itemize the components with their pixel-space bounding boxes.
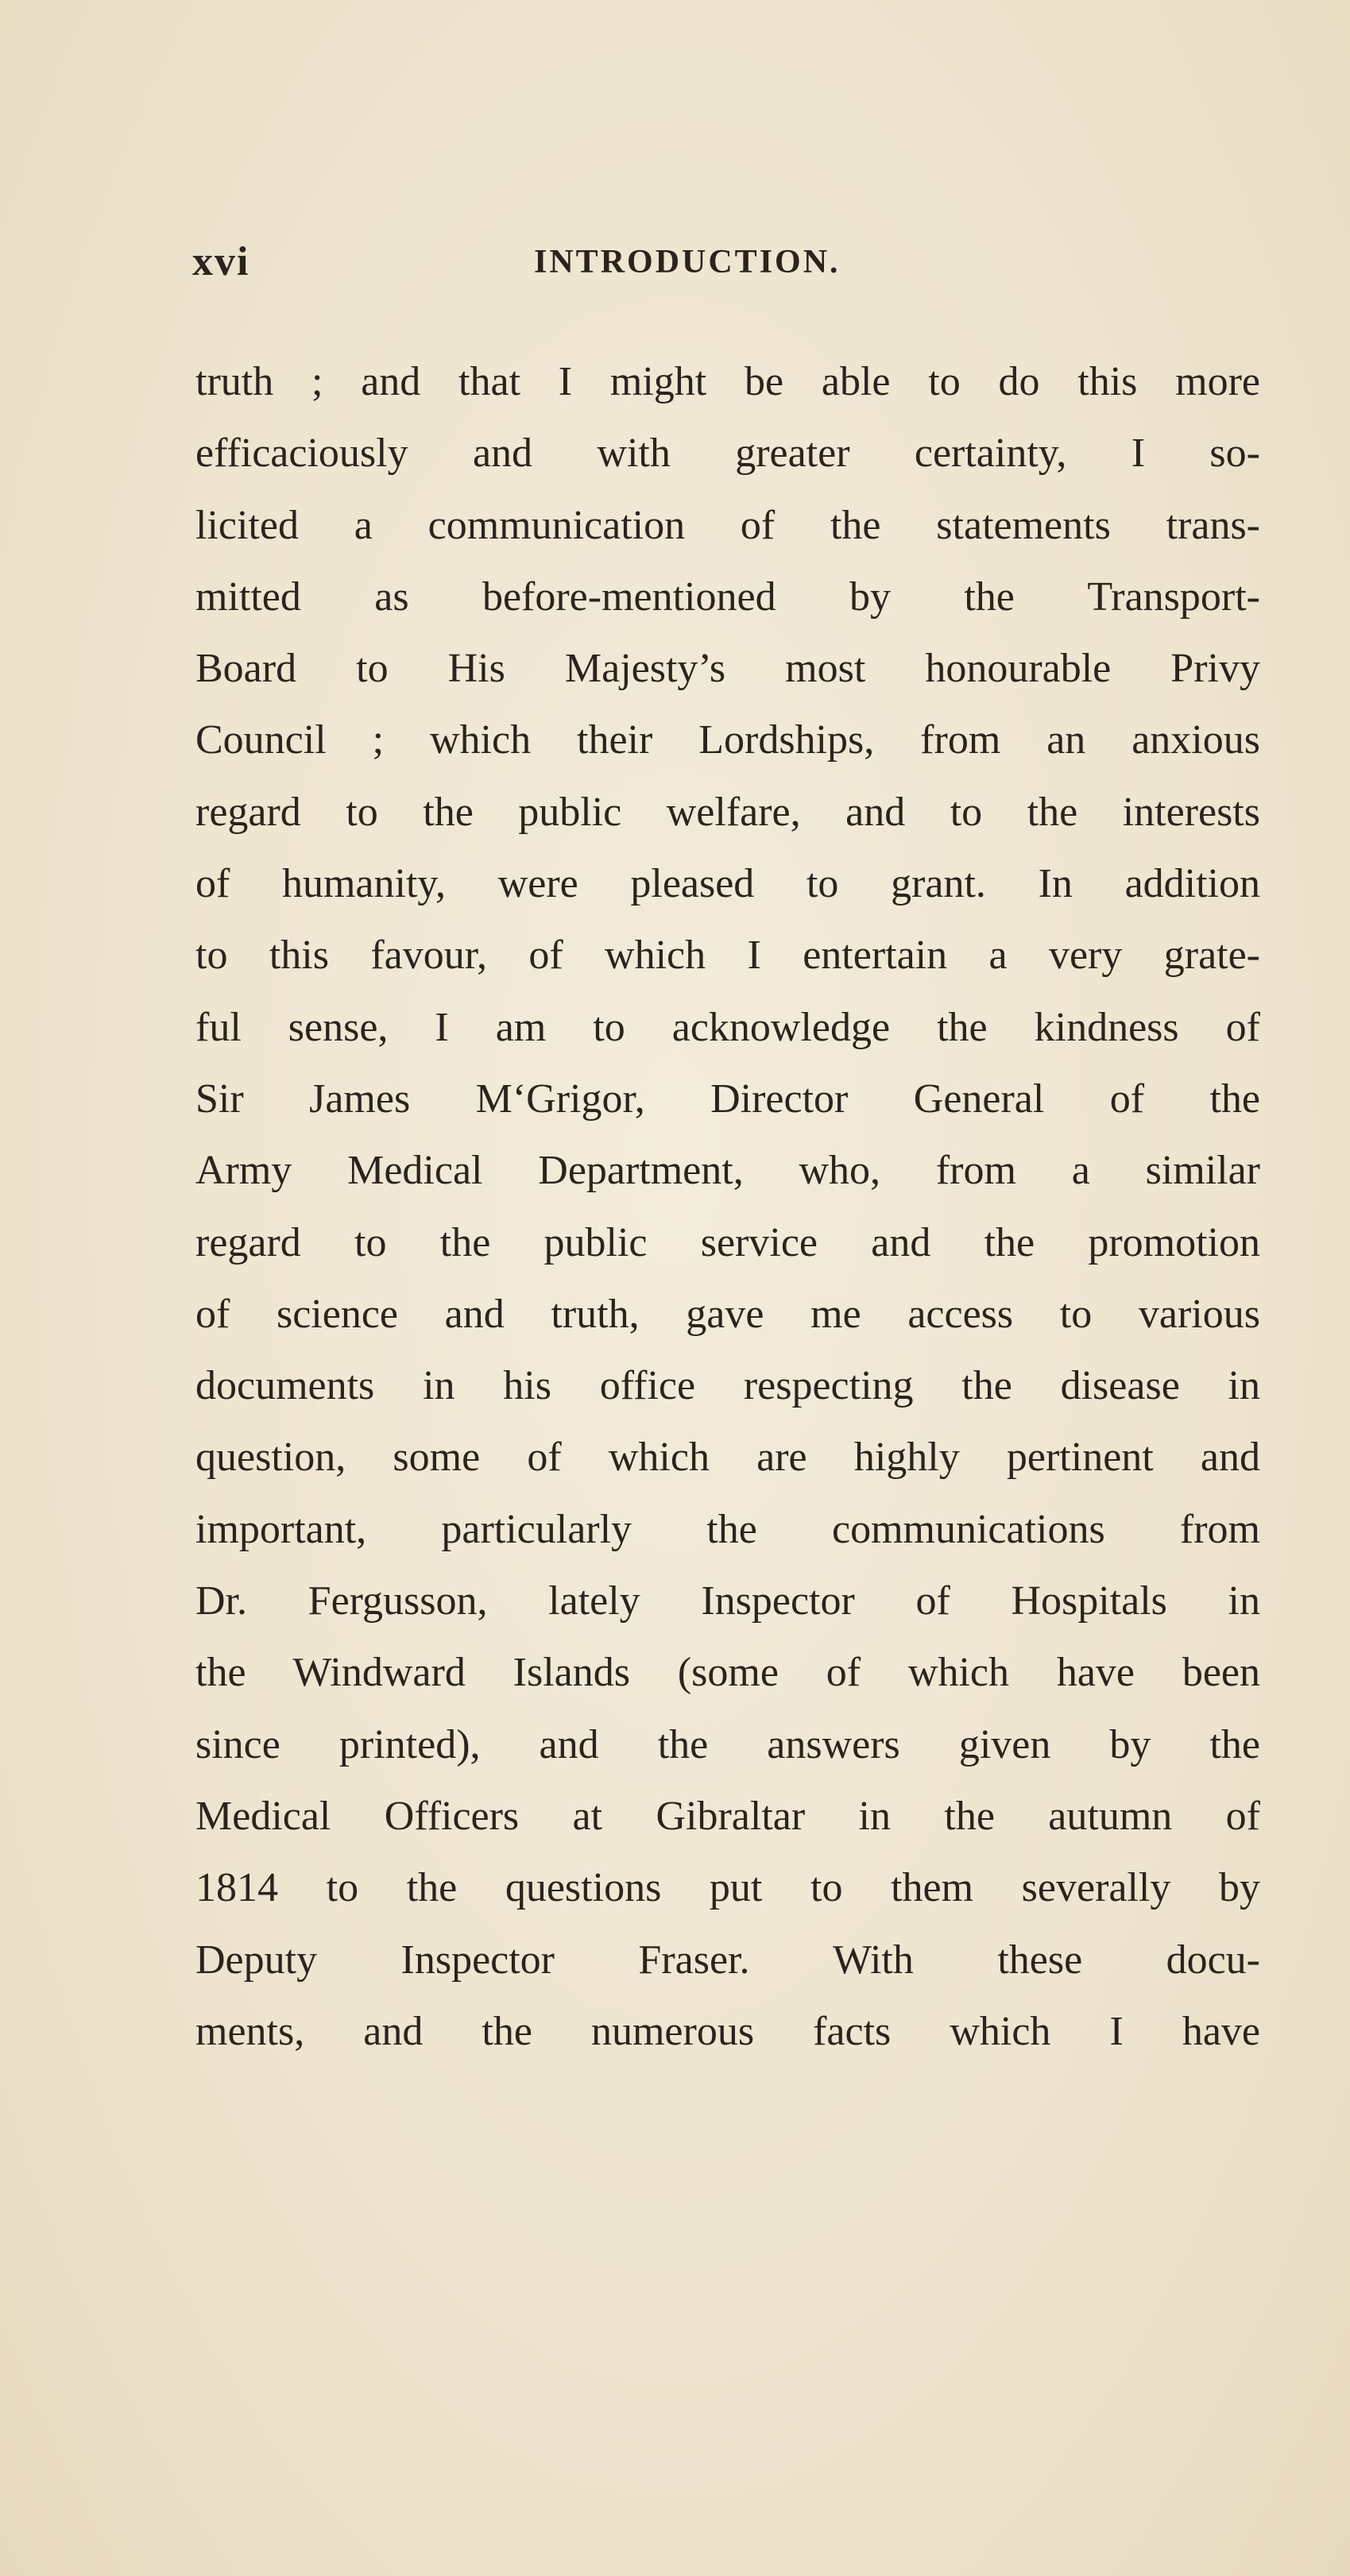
text-line: Medical Officers at Gibraltar in the autumn of [195, 1793, 1260, 1839]
text-line: efficaciously and with greater certainty, I so- [195, 431, 1260, 477]
text-line: question, some of which are highly pertinent and [195, 1435, 1260, 1481]
text-line: 1814 to the questions put to them severally by [195, 1865, 1260, 1911]
text-line: licited a communication of the statements trans- [195, 502, 1260, 548]
text-line: truth ; and that I might be able to do this more [195, 359, 1260, 404]
text-line: mitted as before-mentioned by the Transport- [195, 574, 1260, 620]
text-line: Army Medical Department, who, from a similar [195, 1148, 1260, 1194]
text-line: of humanity, were pleased to grant. In addition [195, 861, 1260, 907]
page-number: xvi [192, 239, 250, 284]
text-line: regard to the public service and the promotion [195, 1219, 1260, 1265]
text-line: ful sense, I am to acknowledge the kindness of [195, 1004, 1260, 1050]
running-title: INTRODUCTION. [534, 244, 841, 280]
text-line: documents in his office respecting the disease in [195, 1363, 1260, 1409]
text-line: Council ; which their Lordships, from an anxious [195, 717, 1260, 763]
text-line: of science and truth, gave me access to various [195, 1291, 1260, 1337]
text-line: important, particularly the communications from [195, 1506, 1260, 1552]
text-line: ments, and the numerous facts which I have [195, 2008, 1260, 2054]
text-line: to this favour, of which I entertain a very grate- [195, 933, 1260, 979]
text-line: Sir James M‘Grigor, Director General of the [195, 1076, 1260, 1122]
body-text [195, 346, 1260, 2068]
text-line: Dr. Fergusson, lately Inspector of Hospitals in [195, 1578, 1260, 1624]
text-line: regard to the public welfare, and to the interests [195, 789, 1260, 835]
running-head [192, 238, 1265, 294]
text-line: Deputy Inspector Fraser. With these docu- [195, 1937, 1260, 1983]
text-line: Board to His Majesty’s most honourable Privy [195, 646, 1260, 692]
text-line: the Windward Islands (some of which have been [195, 1650, 1260, 1696]
text-line: since printed), and the answers given by the [195, 1721, 1260, 1767]
